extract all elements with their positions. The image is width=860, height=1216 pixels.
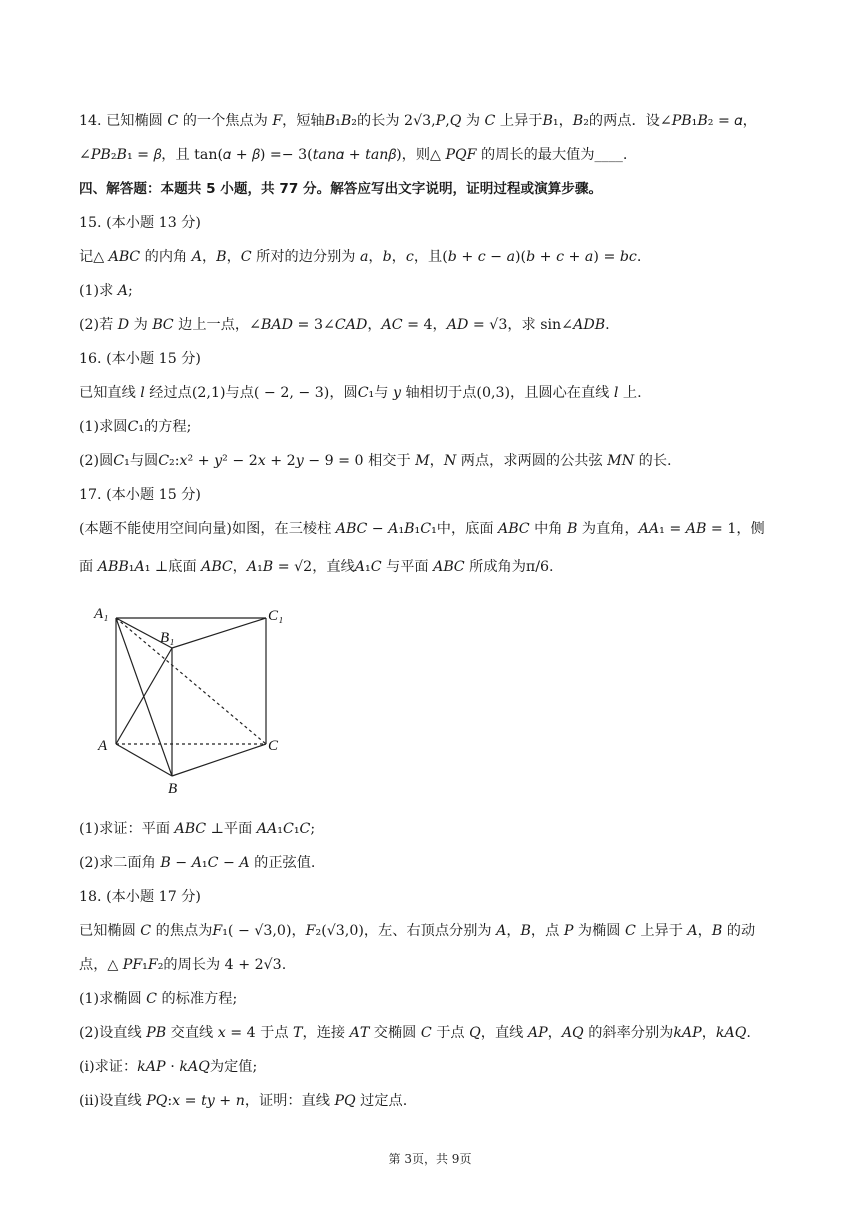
- problem-15-part-2: (2)若 𝐷 为 𝐵𝐶 边上一点，∠𝐵𝐴𝐷 = 3∠𝐶𝐴𝐷，𝐴𝐶 = 4，𝐴𝐷 = √3，求 sin∠𝐴𝐷𝐵.: [79, 317, 610, 333]
- problem-18-part-2: (2)设直线 𝑃𝐵 交直线 𝑥 = 4 于点 𝑇，连接 𝐴𝑇 交椭圆 𝐶 于点 𝑄，直线 𝐴𝑃，𝐴𝑄 的斜率分别为𝑘𝐴𝑃，𝑘𝐴𝑄.: [79, 1025, 751, 1041]
- problem-18-statement-2: 点，△ 𝑃𝐹₁𝐹₂的周长为 4 + 2√3.: [79, 957, 287, 973]
- label-b1: B₁: [160, 630, 175, 646]
- edge-b-c: [172, 744, 266, 776]
- problem-16-statement: 已知直线 𝑙 经过点(2,1)与点( − 2, − 3)，圆𝐶₁与 𝑦 轴相切于点(0,3)，且圆心在直线 𝑙 上.: [79, 385, 642, 401]
- problem-17-statement-1: (本题不能使用空间向量)如图，在三棱柱 𝐴𝐵𝐶 − 𝐴₁𝐵₁𝐶₁中，底面 𝐴𝐵𝐶 中角 𝐵 为直角，𝐴𝐴₁ = 𝐴𝐵 = 1，侧: [79, 521, 765, 537]
- label-c1: C₁: [268, 608, 284, 624]
- problem-15-header: 15. (本小题 13 分): [79, 215, 201, 231]
- problem-14-line-1: 14. 已知椭圆 𝐶 的一个焦点为 𝐹，短轴𝐵₁𝐵₂的长为 2√3,𝑃,𝑄 为 𝐶 上异于𝐵₁，𝐵₂的两点．设∠𝑃𝐵₁𝐵₂ = 𝛼，: [79, 113, 757, 129]
- problem-17-part-2: (2)求二面角 𝐵 − 𝐴₁𝐶 − 𝐴 的正弦值.: [79, 855, 316, 871]
- problem-16-part-2: (2)圆𝐶₁与圆𝐶₂:𝑥² + 𝑦² − 2𝑥 + 2𝑦 − 9 = 0 相交于 𝑀，𝑁 两点，求两圆的公共弦 𝑀𝑁 的长.: [79, 453, 672, 469]
- problem-17-part-1: (1)求证：平面 𝐴𝐵𝐶 ⊥平面 𝐴𝐴₁𝐶₁𝐶;: [79, 821, 316, 837]
- triangular-prism-figure: [88, 600, 308, 800]
- label-b: B: [168, 781, 178, 797]
- problem-18-part-2-i: (ⅰ)求证：𝑘𝐴𝑃 ⋅ 𝑘𝐴𝑄为定值;: [79, 1059, 258, 1075]
- problem-18-header: 18. (本小题 17 分): [79, 889, 201, 905]
- page-footer: 第 3页，共 9页: [388, 1152, 472, 1166]
- problem-16-part-1: (1)求圆𝐶₁的方程;: [79, 419, 192, 435]
- edge-b1-c1: [172, 618, 266, 648]
- problem-15-statement: 记△ 𝐴𝐵𝐶 的内角 𝐴，𝐵，𝐶 所对的边分别为 𝑎，𝑏，𝑐，且(𝑏 + 𝑐 − 𝑎)(𝑏 + 𝑐 + 𝑎) = 𝑏𝑐.: [79, 249, 642, 265]
- edge-a-b: [116, 744, 172, 776]
- problem-18-part-1: (1)求椭圆 𝐶 的标准方程;: [79, 991, 238, 1007]
- label-a: A: [98, 738, 108, 754]
- problem-17-statement-2: 面 𝐴𝐵𝐵₁𝐴₁ ⊥底面 𝐴𝐵𝐶，𝐴₁𝐵 = √2，直线𝐴₁𝐶 与平面 𝐴𝐵𝐶 所成角为π/6.: [79, 559, 554, 575]
- problem-15-part-1: (1)求 𝐴;: [79, 283, 133, 299]
- label-a1: A₁: [94, 606, 109, 622]
- section-heading: 四、解答题：本题共 5 小题，共 77 分。解答应写出文字说明，证明过程或演算步骤。: [79, 181, 603, 197]
- problem-18-statement-1: 已知椭圆 𝐶 的焦点为𝐹₁( − √3,0)，𝐹₂(√3,0)，左、右顶点分别为 𝐴，𝐵，点 𝑃 为椭圆 𝐶 上异于 𝐴，𝐵 的动: [79, 923, 756, 939]
- problem-17-header: 17. (本小题 15 分): [79, 487, 201, 503]
- label-c: C: [268, 738, 279, 754]
- problem-18-part-2-ii: (ⅱ)设直线 𝑃𝑄:𝑥 = 𝑡𝑦 + 𝑛，证明：直线 𝑃𝑄 过定点.: [79, 1093, 408, 1109]
- problem-16-header: 16. (本小题 15 分): [79, 351, 201, 367]
- problem-14-line-2: ∠𝑃𝐵₂𝐵₁ = 𝛽，且 tan(𝛼 + 𝛽) =− 3(𝑡𝑎𝑛𝛼 + 𝑡𝑎𝑛𝛽)，则△ 𝑃𝑄𝐹 的周长的最大值为____.: [79, 147, 628, 163]
- edge-a-b1: [116, 648, 172, 744]
